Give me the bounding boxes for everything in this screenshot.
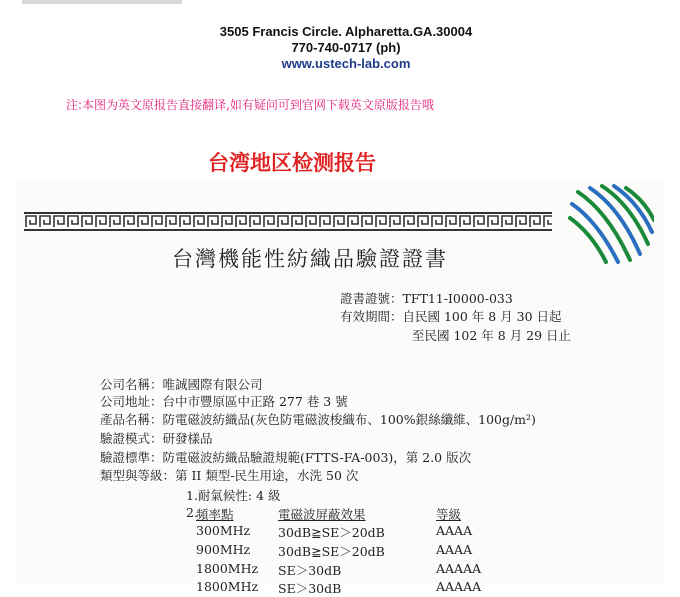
verification-standard: 驗證標準：防電磁波紡織品驗證規範(FTTS-FA-003)，第 2.0 版次 — [100, 450, 472, 465]
type-and-grade: 類型與等級：第 II 類型-民生用途，水洗 50 次 — [100, 468, 359, 483]
lab-address: 3505 Francis Circle. Alpharetta.GA.30004 — [219, 24, 473, 39]
certificate-number: 證書證號：TFT11-I0000-033 — [340, 291, 513, 306]
table-cell: AAAAA — [436, 579, 482, 594]
table-cell: AAAA — [436, 523, 473, 538]
lab-website-link[interactable]: www.ustech-lab.com — [281, 56, 411, 71]
company-name: 公司名稱：唯誠國際有限公司 — [100, 377, 263, 392]
translation-note: 注:本图为英文原报告直接翻译,如有疑问可到官网下载英文原版报告哦 — [66, 98, 434, 112]
table-cell: 30dB≧SE＞20dB — [278, 525, 385, 540]
table-cell: SE＞30dB — [278, 581, 342, 596]
product-name: 產品名稱：防電磁波紡織品(灰色防電磁波梭織布、100%銀絲纖維、100g/m²) — [100, 412, 536, 427]
weather-resistance-item: 1.耐氣候性: 4 級 — [186, 488, 281, 503]
lab-phone: 770-740-0717 (ph) — [291, 40, 401, 55]
table-cell: 900MHz — [196, 542, 251, 557]
table-cell: AAAA — [436, 542, 473, 557]
table-cell: 300MHz — [196, 523, 251, 538]
report-title: 台湾地区检测报告 — [208, 151, 376, 175]
certification-logo-icon — [568, 182, 654, 264]
table-cell: 1800MHz — [196, 579, 259, 594]
table-cell: AAAAA — [436, 561, 482, 576]
verification-mode: 驗證模式：研發樣品 — [100, 431, 213, 446]
certificate-title: 台灣機能性紡織品驗證證書 — [172, 247, 448, 271]
item-number: 2. — [186, 505, 198, 520]
col-header-frequency: 頻率點 — [196, 507, 234, 522]
valid-to: 至民國 102 年 8 月 29 日止 — [412, 328, 572, 343]
table-cell: SE＞30dB — [278, 563, 342, 578]
col-header-grade: 等級 — [436, 507, 462, 522]
valid-from: 有效期間：自民國 100 年 8 月 30 日起 — [340, 309, 562, 324]
top-rule — [22, 0, 182, 4]
col-header-shielding: 電磁波屏蔽效果 — [278, 507, 366, 522]
company-address: 公司地址：台中市豐原區中正路 277 巷 3 號 — [100, 394, 348, 409]
table-cell: 1800MHz — [196, 561, 259, 576]
greek-key-border — [24, 212, 552, 231]
table-cell: 30dB≧SE＞20dB — [278, 544, 385, 559]
